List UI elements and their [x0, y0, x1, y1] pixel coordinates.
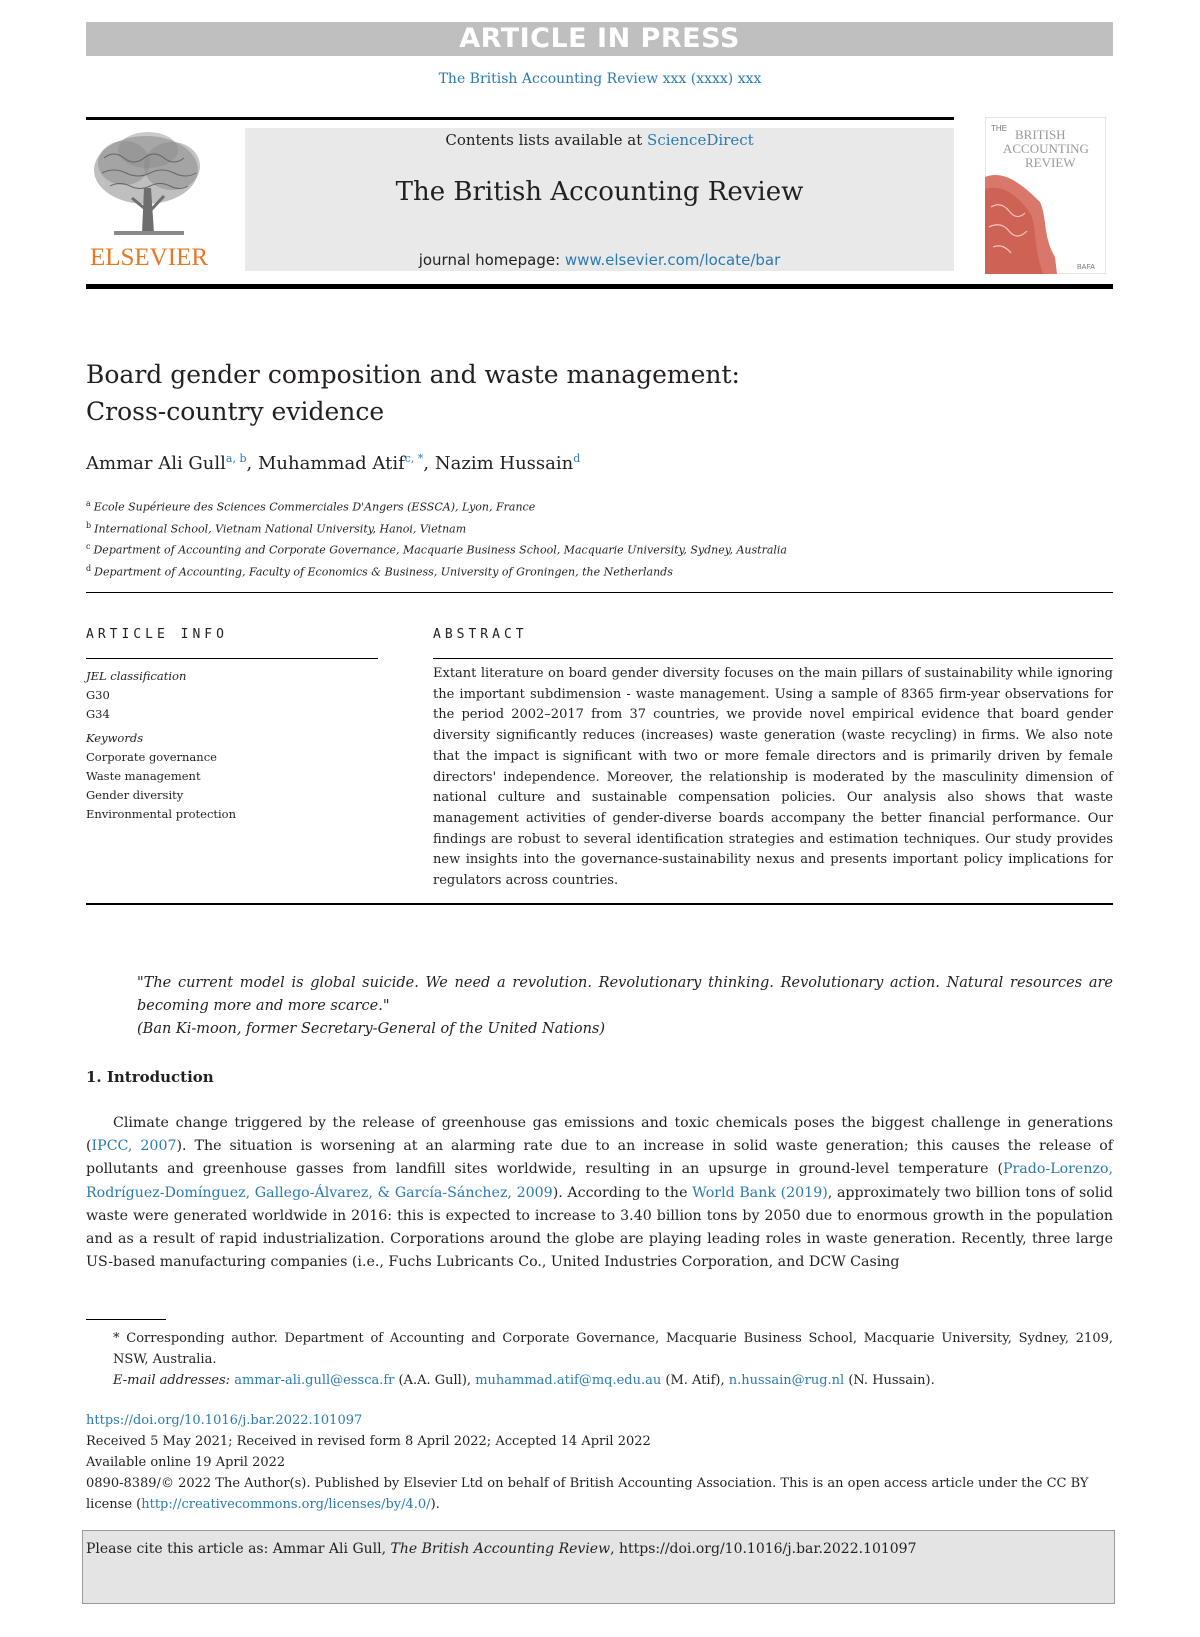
license-link[interactable]: http://creativecommons.org/licenses/by/4.0/ — [141, 1497, 431, 1512]
affiliation-key: a — [86, 499, 91, 508]
jel-code: G30 — [86, 688, 110, 702]
intro-text: ). The situation is worsening at an alarming rate due to an increase in solid waste generation; this causes the release of pollutants and greenhouse gasses from landfill sites worldwide, resulting in an upsurge in ground-level temperature ( — [86, 1138, 1113, 1178]
keywords-label: Keywords — [86, 731, 144, 745]
abstract-text: Extant literature on board gender diversity focuses on the main pillars of sustainability while ignoring the important subdimension - waste management. Using a sample of 8365 firm-year observations for the period 2002–2017 from 37 countries, we provide novel empirical evidence that board gender diversity significantly reduces (increases) waste generation (waste recycling) in firms. We also note that the impact is significant with two or more female directors and is primarily driven by female directors' independence. Moreover, the relationship is moderated by the masculinity dimension of national culture and sustainable compensation policies. Our analysis also shows that waste management activities of gender-diverse boards accompany the better financial performance. Our findings are robust to several identification strategies and estimation techniques. Our study provides new insights into the governance-sustainability nexus and presents important policy implications for regulators across countries. — [433, 666, 1113, 889]
author-name[interactable]: Muhammad Atif — [257, 453, 405, 474]
article-in-press-banner: ARTICLE IN PRESS — [86, 22, 1113, 56]
journal-reference-link[interactable]: The British Accounting Review xxx (xxxx) xxx — [438, 71, 762, 87]
cover-title-4: REVIEW — [1025, 155, 1076, 170]
contents-prefix: Contents lists available at — [445, 131, 648, 149]
contents-line — [245, 131, 954, 149]
cover-title-3: ACCOUNTING — [1003, 141, 1089, 156]
affiliation-text: International School, Vietnam National University, Hanoi, Vietnam — [94, 522, 467, 536]
sciencedirect-link[interactable]: ScienceDirect — [647, 131, 754, 149]
keyword: Waste management — [86, 769, 201, 783]
abstract-end-rule — [86, 903, 1113, 905]
introduction-paragraph — [86, 1112, 1113, 1274]
affiliation-key: c — [86, 542, 91, 552]
author-name[interactable]: Nazim Hussain — [434, 453, 574, 474]
journal-name: The British Accounting Review — [395, 177, 804, 207]
article-info-rule — [86, 658, 378, 659]
elsevier-wordmark: ELSEVIER — [89, 244, 209, 271]
email-label: E-mail addresses: — [113, 1373, 231, 1388]
license-text: 0890-8389/© 2022 The Author(s). Published by Elsevier Ltd on behalf of British Accounting Association. This is an open access article under the CC BY license ( — [86, 1476, 1089, 1512]
quote-text: "The current model is global suicide. We need a revolution. Revolutionary thinking. Revolutionary action. Natural resources are becoming more and more scarce." — [137, 975, 1113, 1014]
affiliation-item — [86, 560, 787, 582]
homepage-prefix: journal homepage: — [418, 251, 565, 269]
publication-info — [86, 1410, 1113, 1515]
epigraph-quote — [137, 972, 1113, 1041]
keyword: Gender diversity — [86, 788, 184, 802]
received-dates: Received 5 May 2021; Received in revised form 8 April 2022; Accepted 14 April 2022 — [86, 1434, 651, 1449]
jel-code: G34 — [86, 707, 110, 721]
keyword: Environmental protection — [86, 807, 237, 821]
quote-attribution: (Ban Ki-moon, former Secretary-General of the United Nations) — [137, 1021, 606, 1037]
affiliation-text: Department of Accounting and Corporate Governance, Macquarie Business School, Macquarie University, Sydney, Australia — [93, 543, 787, 557]
license-statement — [86, 1473, 1113, 1515]
affiliation-key: d — [86, 563, 92, 573]
available-online: Available online 19 April 2022 — [86, 1455, 286, 1470]
article-info-body — [86, 667, 236, 824]
intro-text: , approximately two billion tons of solid waste were generated worldwide in 2016: this is expected to increase to 3.40 billion tons by 2050 due to enormous growth in the population and as a result of rapid industrialization. Corporations around the globe are playing leading roles in waste generation. Recently, three large US-based manufacturing companies (i.e., Fuchs Lubricants Co., United Industries Corporation, and DCW Casing — [86, 1184, 1113, 1271]
affiliation-key: b — [86, 520, 92, 530]
citation-link[interactable]: IPCC, 2007 — [91, 1138, 177, 1155]
email-link[interactable]: n.hussain@rug.nl — [728, 1373, 845, 1388]
email-link[interactable]: ammar-ali.gull@essca.fr — [234, 1373, 395, 1388]
article-info-heading: ARTICLE INFO — [86, 627, 228, 642]
title-line-2: Cross-country evidence — [86, 397, 385, 426]
author-affiliation-marker[interactable]: c, * — [404, 452, 424, 465]
abstract-heading: ABSTRACT — [433, 627, 528, 642]
affiliation-list — [86, 495, 787, 582]
email-owner: (A.A. Gull), — [394, 1373, 476, 1388]
journal-cover-thumbnail — [985, 117, 1106, 274]
article-title — [86, 356, 986, 430]
keyword: Corporate governance — [86, 750, 217, 764]
author-separator: , — [246, 453, 258, 474]
intro-text: Climate change triggered by the release of greenhouse gas emissions and toxic chemicals poses the biggest challenge in generations ( — [86, 1115, 1113, 1155]
header-top-rule — [86, 117, 954, 120]
citation-link[interactable]: World Bank (2019) — [692, 1184, 828, 1201]
author-affiliation-marker[interactable]: a, b — [225, 452, 247, 465]
cite-suffix: , https://doi.org/10.1016/j.bar.2022.101097 — [610, 1541, 917, 1557]
cite-statement — [86, 1541, 917, 1557]
elsevier-tree-logo — [84, 128, 214, 273]
doi-link[interactable]: https://doi.org/10.1016/j.bar.2022.101097 — [86, 1413, 363, 1428]
affiliation-item — [86, 495, 787, 517]
cover-title-2: BRITISH — [1015, 127, 1066, 142]
cover-title-1: THE — [991, 124, 1007, 133]
email-link[interactable]: muhammad.atif@mq.edu.au — [475, 1373, 662, 1388]
cite-journal: The British Accounting Review — [390, 1541, 611, 1557]
email-owner: (N. Hussain). — [844, 1373, 935, 1388]
footnote-rule — [86, 1319, 166, 1320]
header-bottom-rule — [86, 284, 1113, 289]
introduction-body — [86, 1112, 1113, 1274]
cover-badge: BAFA — [1077, 264, 1095, 271]
intro-text: ). According to the — [552, 1184, 693, 1201]
email-owner: (M. Atif), — [661, 1373, 729, 1388]
jel-label: JEL classification — [86, 669, 187, 683]
corresponding-author-note: * Corresponding author. Department of Accounting and Corporate Governance, Macquarie Business School, Macquarie University, Sydney, 2109, NSW, Australia. — [113, 1331, 1113, 1367]
abstract-rule — [433, 658, 1113, 659]
journal-homepage-line — [245, 251, 954, 269]
affiliation-item — [86, 538, 787, 560]
author-list — [86, 452, 580, 474]
affiliation-item — [86, 517, 787, 539]
homepage-link[interactable]: www.elsevier.com/locate/bar — [564, 251, 781, 269]
author-affiliation-marker[interactable]: d — [573, 452, 581, 465]
license-text: ). — [430, 1497, 440, 1512]
cite-prefix: Please cite this article as: Ammar Ali Gull, — [86, 1541, 391, 1557]
author-separator: , — [423, 453, 435, 474]
affiliation-text: Ecole Supérieure des Sciences Commerciales D'Angers (ESSCA), Lyon, France — [93, 500, 536, 514]
introduction-heading: 1. Introduction — [86, 1068, 214, 1086]
title-line-1: Board gender composition and waste management: — [86, 360, 740, 389]
footnotes — [86, 1328, 1113, 1391]
author-name[interactable]: Ammar Ali Gull — [86, 453, 226, 474]
section-divider — [86, 592, 1113, 593]
email-addresses — [86, 1370, 1113, 1391]
affiliation-text: Department of Accounting, Faculty of Economics & Business, University of Groningen, the Netherlands — [94, 565, 673, 579]
citation-link[interactable]: Prado-Lorenzo, Rodríguez-Domínguez, Gallego-Álvarez, & García-Sánchez, 2009 — [86, 1161, 1113, 1201]
